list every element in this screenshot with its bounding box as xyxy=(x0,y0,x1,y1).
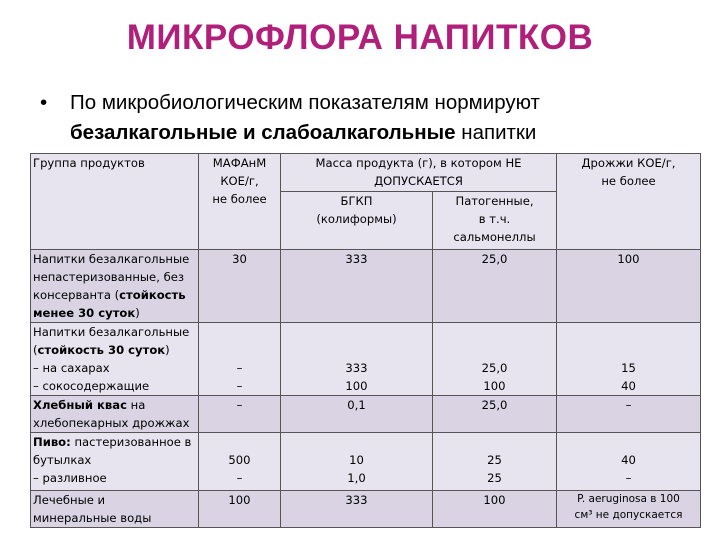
header-pathogenic-line: сальмонеллы xyxy=(453,230,536,244)
row1-group-bold: менее 30 суток xyxy=(33,306,136,320)
row4-mafanm-value: 500 xyxy=(228,453,251,467)
header-yeast xyxy=(557,154,701,250)
row2-yeast-value: 40 xyxy=(621,379,636,393)
row2-pathogenic-value: 100 xyxy=(483,379,506,393)
row4-group-line: бутылках xyxy=(33,453,92,467)
row2-group-line: – на сахарах xyxy=(33,361,110,375)
bullet-text-plain: По микробиологическим показателям нормируют xyxy=(70,91,540,114)
table-row xyxy=(31,433,701,491)
header-mass-line: ДОПУСКАЕТСЯ xyxy=(374,174,463,188)
table-row xyxy=(31,323,701,396)
bullet-text-bold: безалкагольные и слабоалкагольные xyxy=(70,121,456,144)
row1-group-line: непастеризованные, без xyxy=(33,270,185,284)
row1-group xyxy=(31,250,199,323)
row2-bgkp xyxy=(281,323,433,396)
row4-yeast xyxy=(557,433,701,491)
row1-group-line xyxy=(33,304,198,322)
row4-group-text: пастеризованное в xyxy=(74,435,192,449)
row2-group xyxy=(31,323,199,396)
header-yeast-line: Дрожжи КОЕ/г, xyxy=(581,156,676,170)
row5-yeast-line: P. aeruginosa в 100 xyxy=(577,493,680,505)
row4-mafanm-value: – xyxy=(236,471,243,485)
row5-group-line: Лечебные и xyxy=(33,493,106,507)
row4-group-line: – разливное xyxy=(33,471,107,485)
row5-pathogenic: 100 xyxy=(433,491,557,528)
row3-yeast: – xyxy=(557,396,701,433)
table-row xyxy=(31,491,701,528)
table-row xyxy=(31,396,701,433)
row4-pathogenic-value: 25 xyxy=(487,471,502,485)
header-mass-line: Масса продукта (г), в котором НЕ xyxy=(315,156,522,170)
header-mafanm xyxy=(199,154,281,250)
row2-group-line xyxy=(33,341,198,359)
bullet-text xyxy=(70,88,700,148)
header-group xyxy=(31,154,199,250)
header-pathogenic-line: в т.ч. xyxy=(478,212,511,226)
row4-pathogenic-value: 25 xyxy=(487,453,502,467)
row3-group-text: на xyxy=(130,398,146,412)
row4-mafanm xyxy=(199,433,281,491)
row4-bgkp xyxy=(281,433,433,491)
row2-mafanm-value: – xyxy=(236,379,243,393)
row1-group-line: Напитки безалкагольные xyxy=(33,252,190,266)
row4-group-line xyxy=(33,433,198,451)
bullet-point xyxy=(40,88,700,148)
row1-bgkp: 333 xyxy=(281,250,433,323)
row4-bgkp-value: 10 xyxy=(349,453,364,467)
row2-group-line: Напитки безалкагольные xyxy=(33,325,190,339)
row3-group xyxy=(31,396,199,433)
table-row xyxy=(31,250,701,323)
header-pathogenic xyxy=(433,192,557,250)
bullet-marker: • xyxy=(40,91,48,114)
header-pathogenic-line: Патогенные, xyxy=(455,194,534,208)
bullet-text-tail: напитки xyxy=(461,121,537,144)
row1-mafanm: 30 xyxy=(199,250,281,323)
row1-pathogenic: 25,0 xyxy=(433,250,557,323)
header-mass xyxy=(281,154,557,192)
row2-group-text: ) xyxy=(165,343,170,357)
row3-bgkp: 0,1 xyxy=(281,396,433,433)
row2-yeast xyxy=(557,323,701,396)
header-yeast-line: не более xyxy=(601,174,656,188)
row3-pathogenic: 25,0 xyxy=(433,396,557,433)
row5-group-line: минеральные воды xyxy=(33,511,152,525)
row5-yeast-line: см³ не допускается xyxy=(574,509,683,521)
row4-pathogenic xyxy=(433,433,557,491)
row2-yeast-value: 15 xyxy=(621,361,636,375)
microflora-table xyxy=(30,153,701,528)
header-group-label: Группа продуктов xyxy=(33,156,145,170)
row5-yeast xyxy=(557,491,701,528)
header-bgkp-line: (колиформы) xyxy=(316,212,397,226)
row2-pathogenic-value: 25,0 xyxy=(481,361,508,375)
row1-group-line xyxy=(33,286,198,304)
row1-group-bold: стойкость xyxy=(119,288,186,302)
row2-group-bold: стойкость 30 суток xyxy=(37,343,166,357)
header-mafanm-line: не более xyxy=(212,192,267,206)
row3-group-line xyxy=(33,396,198,414)
row1-group-text: консерванта ( xyxy=(33,288,120,302)
row4-yeast-value: – xyxy=(625,471,632,485)
row2-group-text: ( xyxy=(33,343,38,357)
row2-bgkp-value: 100 xyxy=(345,379,368,393)
row4-yeast-value: 40 xyxy=(621,453,636,467)
row5-group xyxy=(31,491,199,528)
row1-yeast: 100 xyxy=(557,250,701,323)
header-bgkp-line: БГКП xyxy=(340,194,373,208)
row2-mafanm-value: – xyxy=(236,361,243,375)
row3-mafanm: – xyxy=(199,396,281,433)
row2-bgkp-value: 333 xyxy=(345,361,368,375)
row5-mafanm: 100 xyxy=(199,491,281,528)
row4-bgkp-value: 1,0 xyxy=(347,471,366,485)
row2-pathogenic xyxy=(433,323,557,396)
row4-group-bold: Пиво: xyxy=(33,435,71,449)
header-row xyxy=(31,154,701,192)
row3-group-line: хлебопекарных дрожжах xyxy=(33,416,190,430)
row3-group-bold: Хлебный квас xyxy=(33,398,127,412)
header-mafanm-line: МАФАнМ xyxy=(212,156,267,170)
row2-group-line: – сокосодержащие xyxy=(33,379,150,393)
row5-bgkp: 333 xyxy=(281,491,433,528)
row2-mafanm xyxy=(199,323,281,396)
header-bgkp xyxy=(281,192,433,250)
slide-title: МИКРОФЛОРА НАПИТКОВ xyxy=(126,18,594,57)
row1-group-text: ) xyxy=(135,306,140,320)
row4-group xyxy=(31,433,199,491)
header-mafanm-line: КОЕ/г, xyxy=(220,174,259,188)
